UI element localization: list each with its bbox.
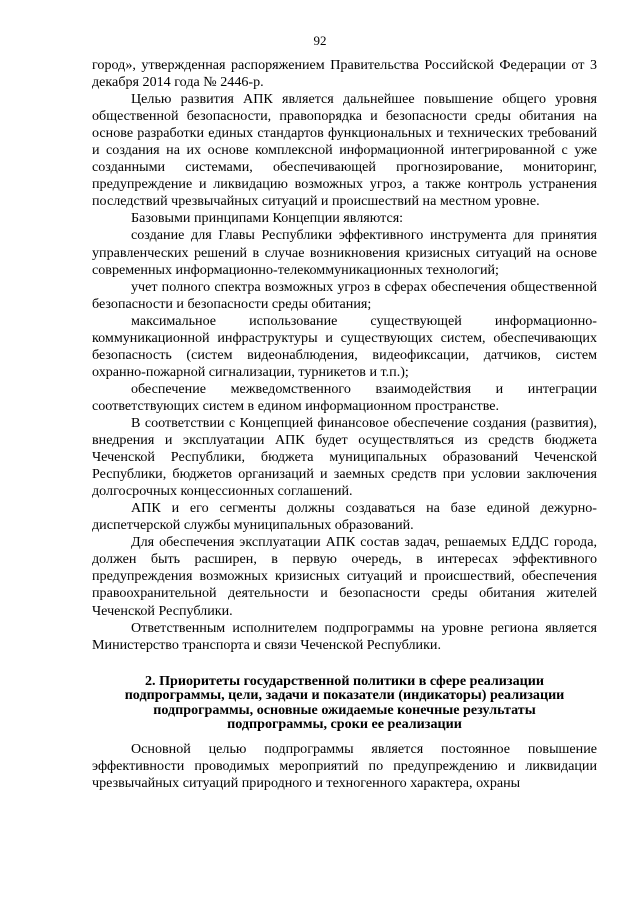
paragraph-tasks: Для обеспечения эксплуатации АПК состав задач, решаемых ЕДДС города, должен быть расширен, в первую очередь, в интересах эффективного предупреждения возможных кризисных ситуаций и происшествий, обеспечения правоохранительной деятельности и безопасности среды обитания жителей Чеченской Республики. <box>92 534 597 619</box>
paragraph-principles-intro: Базовыми принципами Концепции являются: <box>131 210 404 227</box>
paragraph-principle-3: максимальное использование существующей информационно-коммуникационной инфраструктуры и существующих систем, обеспечивающих безопасность (систем видеонаблюдения, видеофиксации, датчиков, систем охранно-пожарной сигнализации, турникетов и т.п.); <box>92 312 597 380</box>
paragraph-responsible: Ответственным исполнителем подпрограммы на уровне региона является Министерство транспорта и связи Чеченской Республики. <box>92 619 597 653</box>
paragraph-continuation: город», утвержденная распоряжением Правительства Российской Федерации от 3 декабря 2014 года № 2446-р. <box>92 57 597 91</box>
section-heading <box>92 674 597 732</box>
section-heading-line: подпрограммы, сроки ее реализации <box>227 716 462 733</box>
paragraph-goal: Целью развития АПК является дальнейшее повышение общего уровня общественной безопасности, правопорядка и безопасности среды обитания на основе разработки единых стандартов функциональных и технических требований и создания на их основе комплексной информационной интегрированной с уже созданными системами, обеспечивающей прогнозирование, мониторинг, предупреждение и ликвидацию возможных угроз, а также контроль устранения последствий чрезвычайных ситуаций и происшествий на местном уровне. <box>92 91 597 210</box>
page-number: 92 <box>313 33 327 48</box>
paragraph-principle-4: обеспечение межведомственного взаимодействия и интеграции соответствующих систем в едином информационном пространстве. <box>92 380 597 414</box>
section-heading-line: 2. Приоритеты государственной политики в сфере реализации <box>145 672 544 689</box>
paragraph-principle-2: учет полного спектра возможных угроз в сферах обеспечения общественной безопасности и безопасности среды обитания; <box>92 278 597 312</box>
paragraph-principle-1: создание для Главы Республики эффективного инструмента для принятия управленческих решений в случае возникновения кризисных ситуаций на основе современных информационно-телекоммуникационных технологий; <box>92 227 597 278</box>
paragraph-main-goal: Основной целью подпрограммы является постоянное повышение эффективности проводимых мероприятий по предупреждению и ликвидации чрезвычайных ситуаций природного и техногенного характера, охраны <box>92 741 597 792</box>
paragraph-segments: АПК и его сегменты должны создаваться на базе единой дежурно-диспетчерской службы муниципальных образований. <box>92 500 597 534</box>
section-heading-line: подпрограммы, цели, задачи и показатели (индикаторы) реализации <box>124 687 565 704</box>
section-heading-line: подпрограммы, основные ожидаемые конечные результаты <box>153 701 536 718</box>
document-body <box>92 57 597 792</box>
paragraph-financing: В соответствии с Концепцией финансовое обеспечение создания (развития), внедрения и эксплуатации АПК будет осуществляться из средств бюджета Чеченской Республики, бюджета муниципальных образований Чеченской Республики, бюджетов организаций и заемных средств при условии заключения долгосрочных концессионных соглашений. <box>92 414 597 500</box>
